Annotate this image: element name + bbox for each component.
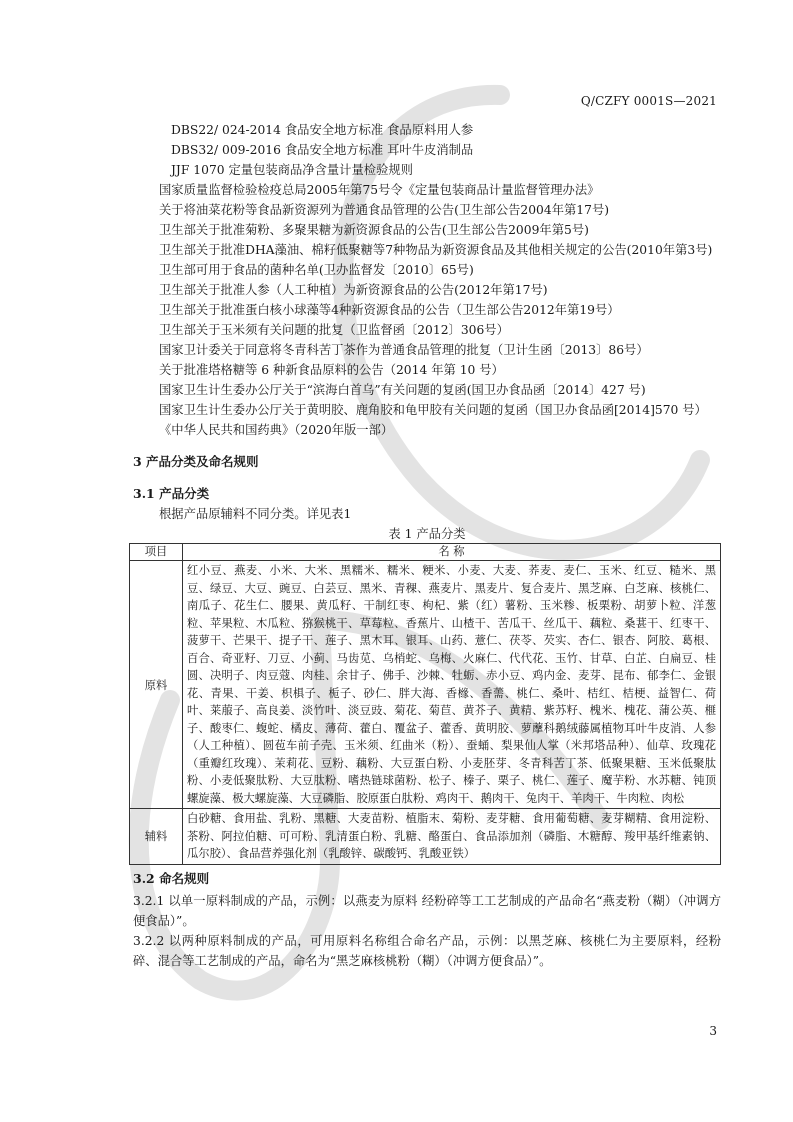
product-classification-table xyxy=(129,543,721,865)
auxiliary-materials-list: 白砂糖、食用盐、乳粉、黑糖、大麦苗粉、植脂末、菊粉、麦芽糖、食用葡萄糖、麦芽糊精、食用淀粉、茶粉、阿拉伯糖、可可粉、乳清蛋白粉、乳糖、酪蛋白、食品添加剂（磷脂、木糖醇、羧甲基纤维素钠、瓜尔胶）、食品营养强化剂（乳酸锌、碳酸钙、乳酸亚铁） xyxy=(183,809,721,865)
reference-item: 国家卫计委关于同意将冬青科苦丁茶作为普通食品管理的批复（卫计生函〔2013〕86号） xyxy=(159,343,649,357)
reference-item: 卫生部关于批准菊粉、多聚果糖为新资源食品的公告(卫生部公告2009年第5号) xyxy=(159,223,589,237)
reference-item: 国家卫生计生委办公厅关于黄明胶、鹿角胶和龟甲胶有关问题的复函（国卫办食品函[2014]570 号） xyxy=(159,403,707,417)
table-header-name: 名 称 xyxy=(183,544,721,561)
section-3-2-title: 3.2 命名规则 xyxy=(133,870,210,886)
rule-3-2-1: 3.2.1 以单一原料制成的产品，示例：以燕麦为原料 经粉碎等工工艺制成的产品命名“燕麦粉（糊）（冲调方便食品）”。 xyxy=(133,893,721,928)
table-header-row xyxy=(130,544,721,561)
rule-3-2-2: 3.2.2 以两种原料制成的产品，可用原料名称组合命名产品，示例：以黑芝麻、核桃仁为主要原料，经粉碎、混合等工艺制成的产品，命名为“黑芝麻核桃粉（糊）（冲调方便食品）”。 xyxy=(133,933,721,968)
row-label-raw-materials: 原料 xyxy=(130,561,183,809)
table-row xyxy=(130,809,721,865)
document-code: Q/CZFY 0001S—2021 xyxy=(580,94,717,108)
reference-item: 《中华人民共和国药典》（2020年版一部） xyxy=(159,423,394,437)
section-3-1-intro: 根据产品原辅料不同分类。详见表1 xyxy=(159,507,352,521)
page-content xyxy=(133,120,721,971)
section-3-title: 3 产品分类及命名规则 xyxy=(133,454,259,469)
reference-item: 关于批准塔格糖等 6 种新食品原料的公告（2014 年第 10 号） xyxy=(159,363,504,377)
reference-item: DBS32/ 009-2016 食品安全地方标准 耳叶牛皮消制品 xyxy=(171,143,474,157)
reference-item: 卫生部关于批准蛋白核小球藻等4种新资源食品的公告（卫生部公告2012年第19号） xyxy=(159,303,620,317)
reference-item: 国家质量监督检验检疫总局2005年第75号令《定量包装商品计量监督管理办法》 xyxy=(159,183,600,197)
naming-rules xyxy=(133,891,721,971)
reference-item: DBS22/ 024-2014 食品安全地方标准 食品原料用人参 xyxy=(171,123,474,137)
reference-item: 卫生部关于批准DHA藻油、棉籽低聚糖等7种物品为新资源食品及其他相关规定的公告(2010年第3号) xyxy=(159,243,713,257)
reference-item: 国家卫生计生委办公厅关于“滨海白首乌”有关问题的复函(国卫办食品函〔2014〕427 号) xyxy=(159,383,646,397)
raw-materials-list: 红小豆、燕麦、小米、大米、黑糯米、糯米、粳米、小麦、大麦、荞麦、麦仁、玉米、红豆、糙米、黑豆、绿豆、大豆、豌豆、白芸豆、黑米、青稞、燕麦片、黑麦片、复合麦片、黑芝麻、白芝麻、核桃仁、南瓜子、花生仁、腰果、黄瓜籽、干制红枣、枸杞、紫（红）薯粉、玉米糁、板栗粉、胡萝卜粒、洋葱粒、苹果粒、木瓜粒、猕猴桃干、草莓粒、香蕉片、山楂干、苦瓜干、丝瓜干、藕粒、桑葚干、红枣干、菠萝干、芒果干、提子干、莲子、黑木耳、银耳、山药、薏仁、茯苓、芡实、杏仁、银杏、阿胶、葛根、百合、奇亚籽、刀豆、小蓟、马齿苋、乌梢蛇、乌梅、火麻仁、代代花、玉竹、甘草、白芷、白扁豆、桂圆、决明子、肉豆蔻、肉桂、余甘子、佛手、沙棘、牡蛎、赤小豆、鸡内金、麦芽、昆布、郁李仁、金银花、青果、干姜、枳椇子、栀子、砂仁、胖大海、香橼、香薷、桃仁、桑叶、桔红、桔梗、益智仁、荷叶、莱菔子、高良姜、淡竹叶、淡豆豉、菊花、菊苣、黄芥子、黄精、紫苏籽、槐米、槐花、蒲公英、榧子、酸枣仁、蝮蛇、橘皮、薄荷、藿白、覆盆子、藿香、黄明胶、萝藦科鹅绒藤属植物耳叶牛皮消、人参（人工种植）、圆苞车前子壳、玉米须、红曲米（粉）、蚕蛹、梨果仙人掌（米邦塔品种）、仙草、玫瑰花（重瓣红玫瑰）、茉莉花、豆粉、藕粉、大豆蛋白粉、小麦胚芽、冬青科苦丁茶、低聚果糖、玉米低聚肽粉、小麦低聚肽粉、大豆肽粉、嗜热链球菌粉、松子、榛子、栗子、桃仁、莲子、魔芋粉、水苏糖、钝顶螺旋藻、极大螺旋藻、大豆磷脂、胶原蛋白肽粉、鸡肉干、鹅肉干、兔肉干、羊肉干、牛肉粒、肉松 xyxy=(183,561,721,809)
reference-item: 卫生部可用于食品的菌种名单(卫办监督发〔2010〕65号) xyxy=(159,263,474,277)
section-3-1-title: 3.1 产品分类 xyxy=(133,486,210,501)
page-number: 3 xyxy=(709,1024,717,1038)
reference-item: 卫生部关于玉米须有关问题的批复（卫监督函〔2012〕306号） xyxy=(159,323,509,337)
row-label-auxiliary-materials: 辅料 xyxy=(130,809,183,865)
reference-item: JJF 1070 定量包装商品净含量计量检验规则 xyxy=(171,163,413,177)
reference-item: 关于将油菜花粉等食品新资源列为普通食品管理的公告(卫生部公告2004年第17号) xyxy=(159,203,610,217)
reference-list xyxy=(133,120,721,440)
table-header-item: 项目 xyxy=(130,544,183,561)
reference-item: 卫生部关于批准人参（人工种植）为新资源食品的公告(2012年第17号) xyxy=(159,283,548,297)
table-caption: 表 1 产品分类 xyxy=(388,527,466,541)
table-row xyxy=(130,561,721,809)
